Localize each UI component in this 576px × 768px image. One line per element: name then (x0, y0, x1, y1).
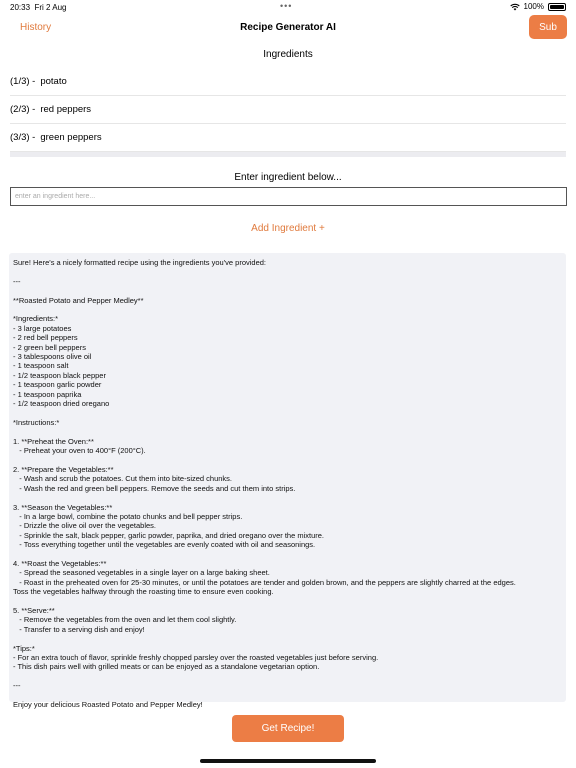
battery-percent: 100% (523, 2, 544, 11)
navigation-bar (0, 14, 576, 42)
ingredient-index: (2/3) - (10, 104, 36, 115)
list-item[interactable] (10, 124, 566, 152)
status-right (510, 2, 566, 11)
ingredient-input[interactable]: enter an ingredient here... (10, 187, 567, 206)
ingredient-index: (1/3) - (10, 76, 36, 87)
page-title: Recipe Generator AI (240, 22, 336, 33)
list-item[interactable] (10, 68, 566, 96)
ingredients-list[interactable] (10, 68, 566, 158)
entry-label: Enter ingredient below... (234, 172, 342, 183)
wifi-icon (510, 3, 520, 11)
history-button[interactable]: History (20, 22, 52, 33)
ingredient-index: (3/3) - (10, 132, 36, 143)
ingredient-name: potato (40, 76, 67, 87)
ingredient-name: red peppers (40, 104, 92, 115)
battery-icon (548, 3, 566, 11)
add-ingredient-button[interactable]: Add Ingredient + (251, 223, 325, 234)
home-indicator[interactable] (200, 759, 376, 763)
status-bar (0, 0, 576, 14)
list-item[interactable] (10, 96, 566, 124)
status-time: 20:33 Fri 2 Aug (10, 3, 67, 12)
ingredients-heading: Ingredients (263, 49, 313, 60)
list-scroll-edge (10, 152, 566, 157)
get-recipe-button[interactable]: Get Recipe! (232, 715, 344, 742)
ingredient-name: green peppers (40, 132, 102, 143)
recipe-output[interactable]: Sure! Here's a nicely formatted recipe using the ingredients you've provided: --- **Roasted Potato and Pepper Medley** *Ingredients:* - 3 large potatoes - 2 red bell peppers - 2 green bell peppers - 3 tablespoons olive oil - 1 teaspoon salt - 1/2 teaspoon black pepper - 1 teaspoon garlic powder - 1 teaspoon paprika - 1/2 teaspoon dried oregano *Instructions:* 1. **Preheat the Oven:** - Preheat your oven to 400°F (200°C). 2. **Prepare the Vegetables:** - Wash and scrub the potatoes. Cut them into bite-sized chunks. - Wash the red and green bell peppers. Remove the seeds and cut them into strips. 3. **Season the Vegetables:** - In a large bowl, combine the potato chunks and bell pepper strips. - Drizzle the olive oil over the vegetables. - Sprinkle the salt, black pepper, garlic powder, paprika, and dried oregano over the mixture. - Toss everything together until the vegetables are evenly coated with oil and seasonings. 4. **Roast the Vegetables:** - Spread the seasoned vegetables in a single layer on a large baking sheet. - Roast in the preheated oven for 25-30 minutes, or until the potatoes are tender and golden brown, and the peppers are slightly charred at the edges. Toss the vegetables halfway through the roasting time to ensure even cooking. 5. **Serve:** - Remove the vegetables from the oven and let them cool slightly. - Transfer to a serving dish and enjoy! *Tips:* - For an extra touch of flavor, sprinkle freshly chopped parsley over the roasted vegetables just before serving. - This dish pairs well with grilled meats or can be enjoyed as a standalone vegetarian option. --- Enjoy your delicious Roasted Potato and Pepper Medley! (9, 253, 566, 702)
sub-button[interactable]: Sub (529, 15, 567, 39)
multitasking-dots-icon[interactable]: ••• (280, 1, 293, 11)
